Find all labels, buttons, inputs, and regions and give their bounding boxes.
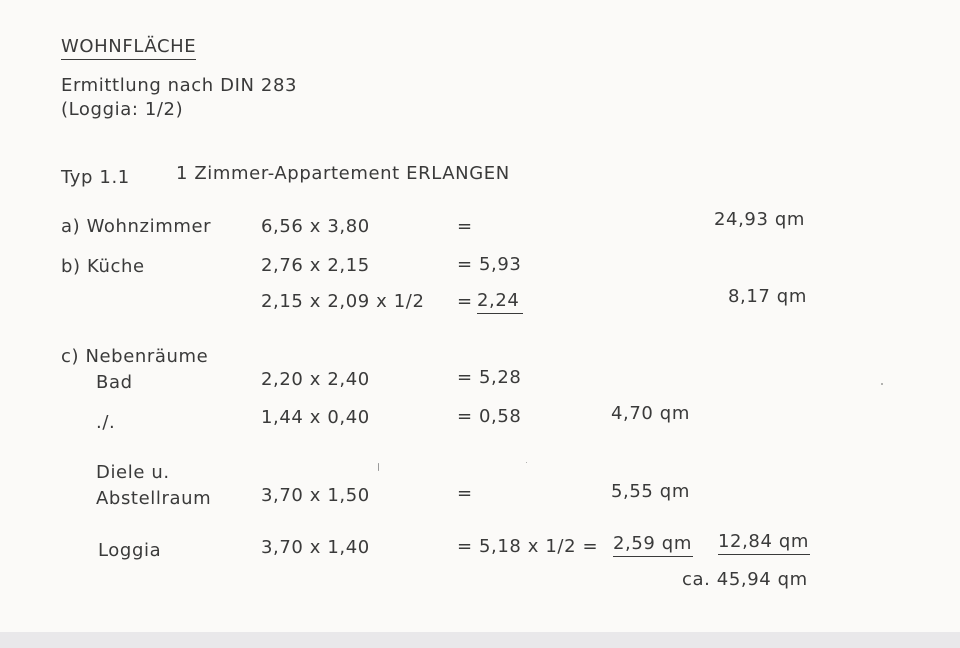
row-a-label: a) Wohnzimmer bbox=[61, 216, 212, 237]
row-c-bad-formula: 2,20 x 2,40 bbox=[261, 369, 370, 390]
type-description: 1 Zimmer-Appartement ERLANGEN bbox=[176, 163, 510, 184]
scan-speck bbox=[526, 462, 527, 463]
row-c-minus-sub: 4,70 qm bbox=[611, 403, 690, 424]
method-line-2: (Loggia: 1/2) bbox=[61, 99, 184, 120]
method-line-1: Ermittlung nach DIN 283 bbox=[61, 75, 298, 96]
row-b-label: b) Küche bbox=[61, 256, 145, 277]
row-c-minus-result: = 0,58 bbox=[457, 406, 522, 427]
row-a-formula: 6,56 x 3,80 bbox=[261, 216, 370, 237]
row-c-diele-formula: 3,70 x 1,50 bbox=[261, 485, 370, 506]
scan-speck bbox=[881, 383, 883, 385]
row-c-bad-result: = 5,28 bbox=[457, 367, 522, 388]
row-c-label: c) Nebenräume bbox=[61, 346, 209, 367]
row-b1-result: = 5,93 bbox=[457, 254, 522, 275]
scan-speck bbox=[378, 463, 379, 471]
row-a-total: 24,93 qm bbox=[714, 209, 806, 230]
row-c-minus-label: ./. bbox=[96, 412, 116, 433]
row-c-diele-equals: = bbox=[457, 483, 473, 504]
row-c-diele-label-2: Abstellraum bbox=[96, 488, 212, 509]
row-c-diele-sub: 5,55 qm bbox=[611, 481, 690, 502]
grand-total: ca. 45,94 qm bbox=[682, 569, 808, 590]
row-c-loggia-label: Loggia bbox=[98, 540, 162, 561]
row-c-loggia-calc: = 5,18 x 1/2 = bbox=[457, 536, 599, 557]
row-a-equals: = bbox=[457, 216, 473, 237]
page-edge bbox=[0, 632, 960, 648]
row-c-loggia-sub: 2,59 qm bbox=[613, 533, 693, 557]
row-c-loggia-formula: 3,70 x 1,40 bbox=[261, 537, 370, 558]
row-c-minus-formula: 1,44 x 0,40 bbox=[261, 407, 370, 428]
row-b-total: 8,17 qm bbox=[728, 286, 807, 307]
row-b2-equals: = bbox=[457, 291, 473, 312]
row-c-total: 12,84 qm bbox=[718, 531, 810, 555]
type-code: Typ 1.1 bbox=[61, 167, 130, 188]
row-b2-result: 2,24 bbox=[477, 290, 523, 314]
row-b1-formula: 2,76 x 2,15 bbox=[261, 255, 370, 276]
row-c-diele-label-1: Diele u. bbox=[96, 462, 170, 483]
page-title: WOHNFLÄCHE bbox=[61, 36, 196, 60]
row-c-bad-label: Bad bbox=[96, 372, 133, 393]
row-b2-formula: 2,15 x 2,09 x 1/2 bbox=[261, 291, 425, 312]
